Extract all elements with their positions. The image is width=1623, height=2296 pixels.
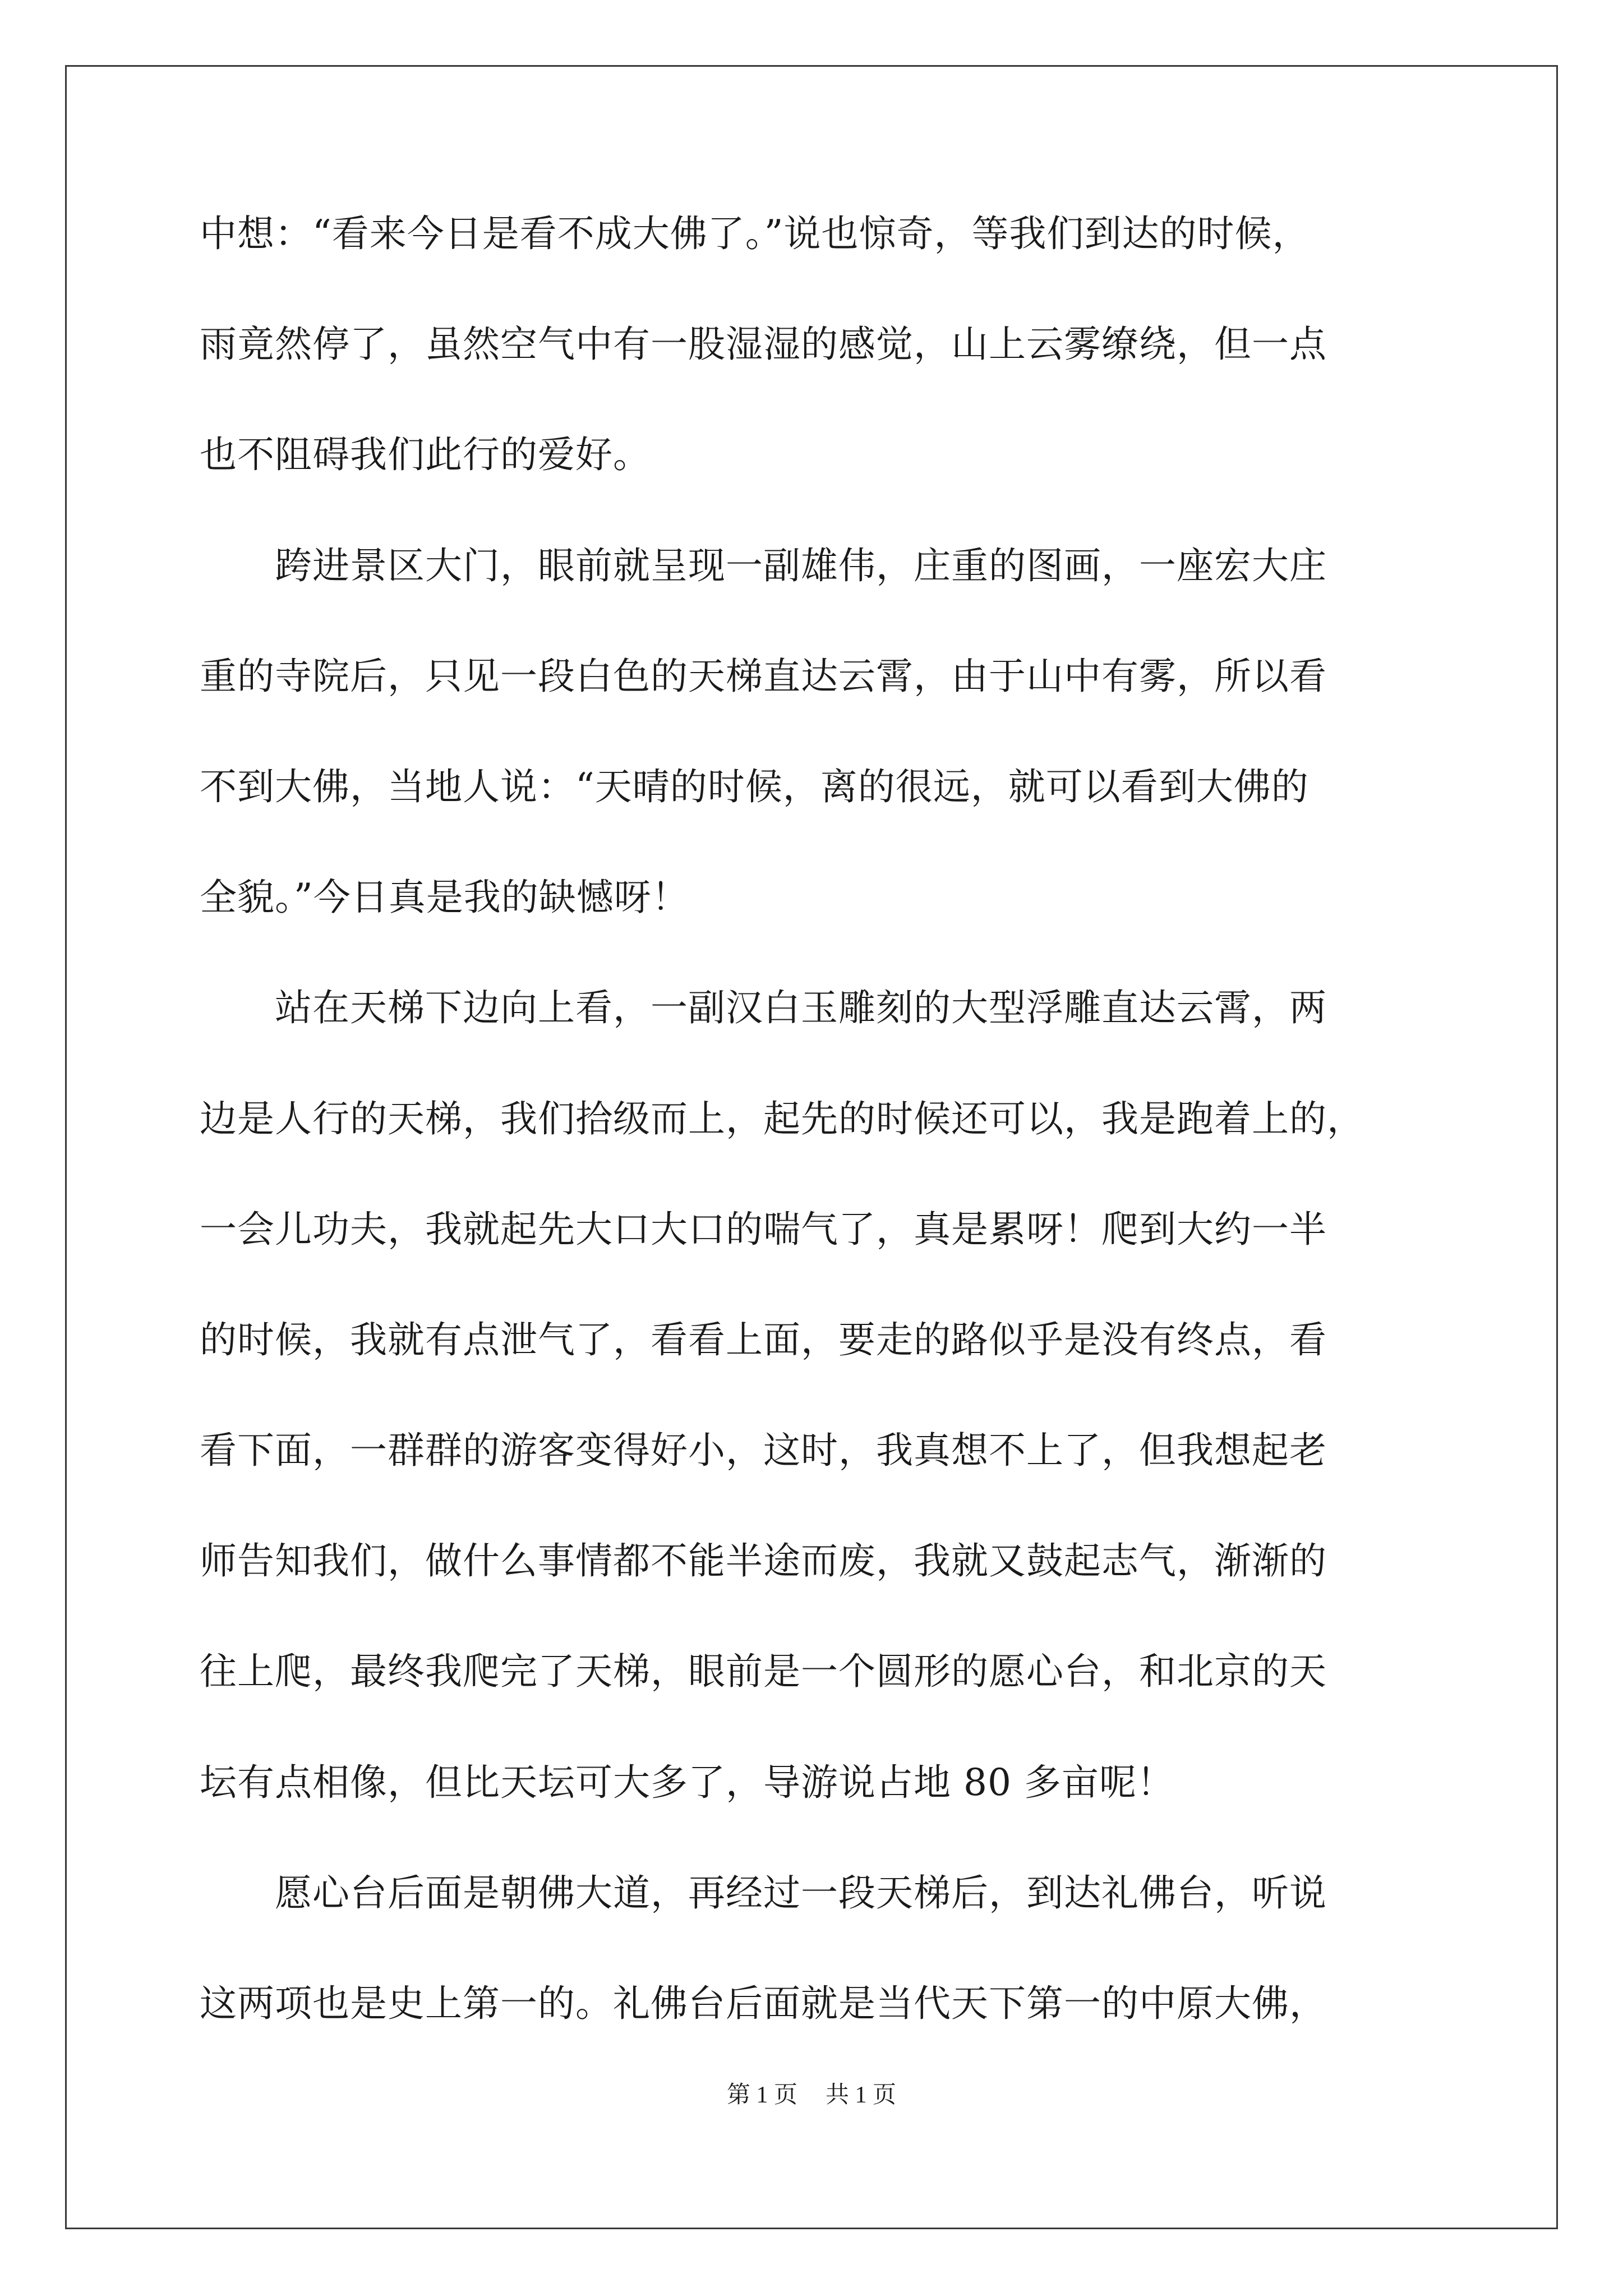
text-line: 中想：“看来今日是看不成大佛了。”说也惊奇，等我们到达的时候，: [200, 212, 1310, 255]
text-line: 一会儿功夫，我就起先大口大口的喘气了，真是累呀！爬到大约一半: [200, 1207, 1327, 1251]
text-line: 也不阻碍我们此行的爱好。: [200, 433, 651, 477]
text-line: 雨竟然停了，虽然空气中有一股湿湿的感觉，山上云雾缭绕，但一点: [200, 323, 1327, 366]
text-line: 师告知我们，做什么事情都不能半途而废，我就又鼓起志气，渐渐的: [200, 1539, 1327, 1583]
page-total: 共 1 页: [826, 2082, 897, 2108]
text-line: 重的寺院后，只见一段白色的天梯直达云霄，由于山中有雾，所以看: [200, 654, 1327, 698]
text-line: 站在天梯下边向上看，一副汉白玉雕刻的大型浮雕直达云霄，两: [200, 986, 1327, 1030]
text-line: 的时候，我就有点泄气了，看看上面，要走的路似乎是没有终点，看: [200, 1318, 1327, 1361]
text-line: 这两项也是史上第一的。礼佛台后面就是当代天下第一的中原大佛，: [200, 1982, 1327, 2025]
text-line: 往上爬，最终我爬完了天梯，眼前是一个圆形的愿心台，和北京的天: [200, 1650, 1327, 1694]
text-line: 坛有点相像，但比天坛可大多了，导游说占地 80 多亩呢！: [200, 1760, 1174, 1804]
text-line: 边是人行的天梯，我们拾级而上，起先的时候还可以，我是跑着上的，: [200, 1097, 1364, 1140]
document-body: [200, 212, 1436, 2096]
page-number: 第 1 页: [726, 2082, 797, 2108]
text-line: 跨进景区大门，眼前就呈现一副雄伟，庄重的图画，一座宏大庄: [200, 544, 1327, 587]
text-line: 看下面，一群群的游客变得好小，这时，我真想不上了，但我想起老: [200, 1429, 1327, 1473]
page-footer: [0, 2083, 1623, 2107]
text-line: 愿心台后面是朝佛大道，再经过一段天梯后，到达礼佛台，听说: [200, 1871, 1327, 1915]
text-line: 全貌。”今日真是我的缺憾呀！: [200, 876, 689, 919]
text-line: 不到大佛，当地人说：“天晴的时候，离的很远，就可以看到大佛的: [200, 765, 1309, 808]
